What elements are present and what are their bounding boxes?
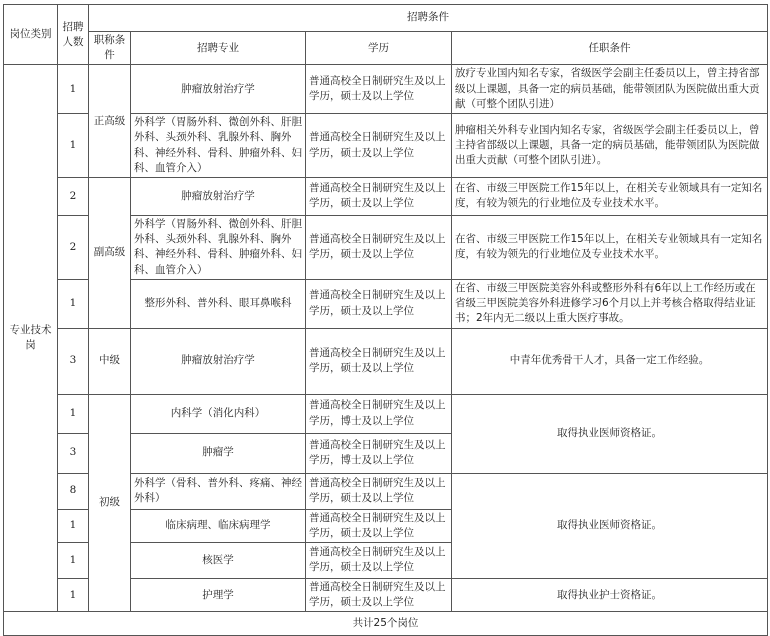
header-requirements: 任职条件 — [452, 32, 768, 65]
header-major: 招聘专业 — [131, 32, 306, 65]
requirement-cell: 取得执业医师资格证。 — [452, 394, 768, 473]
major-cell: 内科学（消化内科） — [131, 394, 306, 433]
count-cell: 3 — [58, 328, 89, 394]
table-row — [4, 394, 768, 433]
level-cell: 初级 — [89, 394, 131, 612]
major-cell: 肿瘤放射治疗学 — [131, 328, 306, 394]
level-cell: 副高级 — [89, 177, 131, 328]
major-cell: 护理学 — [131, 578, 306, 611]
count-cell: 8 — [58, 473, 89, 509]
recruitment-table — [3, 4, 768, 636]
major-cell: 外科学（胃肠外科、微创外科、肝胆外科、头颈外科、乳腺外科、胸外科、神经外科、骨科、肿瘤外科、妇科、血管介入） — [131, 114, 306, 178]
header-category: 岗位类别 — [4, 5, 58, 65]
requirement-cell: 放疗专业国内知名专家，省级医学会副主任委员以上，曾主持省部级以上课题，具备一定的病员基础，能带领团队为医院做出重大贡献（可整个团队引进） — [452, 65, 768, 114]
major-cell: 临床病理、临床病理学 — [131, 509, 306, 542]
header-title-condition: 职称条件 — [89, 32, 131, 65]
major-cell: 核医学 — [131, 542, 306, 578]
count-cell: 3 — [58, 433, 89, 473]
header-count: 招聘人数 — [58, 5, 89, 65]
requirement-cell: 取得执业护士资格证。 — [452, 578, 768, 611]
header-conditions: 招聘条件 — [89, 5, 768, 32]
total-count: 共计25个岗位 — [4, 612, 768, 636]
major-cell: 肿瘤放射治疗学 — [131, 65, 306, 114]
requirement-cell: 在省、市级三甲医院美容外科或整形外科有6年以上工作经历或在省级三甲医院美容外科进修学习6个月以上并考核合格取得结业证书；2年内无二级以上重大医疗事故。 — [452, 279, 768, 328]
requirement-cell: 在省、市级三甲医院工作15年以上，在相关专业领域具有一定知名度，有较为领先的行业地位及专业技术水平。 — [452, 177, 768, 215]
requirement-cell: 取得执业医师资格证。 — [452, 473, 768, 578]
requirement-cell: 在省、市级三甲医院工作15年以上，在相关专业领域具有一定知名度，有较为领先的行业地位及专业技术水平。 — [452, 215, 768, 279]
education-cell: 普通高校全日制研究生及以上学历，硕士及以上学位 — [306, 114, 452, 178]
education-cell: 普通高校全日制研究生及以上学历，硕士及以上学位 — [306, 509, 452, 542]
count-cell: 1 — [58, 509, 89, 542]
table-footer-row — [4, 612, 768, 636]
table-row — [4, 177, 768, 215]
education-cell: 普通高校全日制研究生及以上学历，博士及以上学位 — [306, 394, 452, 433]
table-row — [4, 65, 768, 114]
education-cell: 普通高校全日制研究生及以上学历，硕士及以上学位 — [306, 65, 452, 114]
count-cell: 1 — [58, 578, 89, 611]
header-education: 学历 — [306, 32, 452, 65]
education-cell: 普通高校全日制研究生及以上学历，硕士及以上学位 — [306, 215, 452, 279]
level-cell: 中级 — [89, 328, 131, 394]
category-cell: 专业技术岗 — [4, 65, 58, 612]
count-cell: 2 — [58, 177, 89, 215]
level-cell: 正高级 — [89, 65, 131, 178]
count-cell: 1 — [58, 394, 89, 433]
requirement-cell: 肿瘤相关外科专业国内知名专家，省级医学会副主任委员以上，曾主持省部级以上课题，具备一定的病员基础，能带领团队为医院做出重大贡献（可整个团队引进）。 — [452, 114, 768, 178]
education-cell: 普通高校全日制研究生及以上学历，硕士及以上学位 — [306, 279, 452, 328]
requirement-cell: 中青年优秀骨干人才，具备一定工作经验。 — [452, 328, 768, 394]
count-cell: 1 — [58, 114, 89, 178]
major-cell: 肿瘤学 — [131, 433, 306, 473]
count-cell: 2 — [58, 215, 89, 279]
major-cell: 肿瘤放射治疗学 — [131, 177, 306, 215]
education-cell: 普通高校全日制研究生及以上学历，硕士及以上学位 — [306, 328, 452, 394]
education-cell: 普通高校全日制研究生及以上学历，硕士及以上学位 — [306, 177, 452, 215]
count-cell: 1 — [58, 65, 89, 114]
major-cell: 外科学（骨科、普外科、疼痛、神经外科） — [131, 473, 306, 509]
education-cell: 普通高校全日制研究生及以上学历，硕士及以上学位 — [306, 578, 452, 611]
education-cell: 普通高校全日制研究生及以上学历，硕士及以上学位 — [306, 542, 452, 578]
major-cell: 外科学（胃肠外科、微创外科、肝胆外科、头颈外科、乳腺外科、胸外科、神经外科、骨科、肿瘤外科、妇科、血管介入） — [131, 215, 306, 279]
education-cell: 普通高校全日制研究生及以上学历，硕士及以上学位 — [306, 473, 452, 509]
education-cell: 普通高校全日制研究生及以上学历，博士及以上学位 — [306, 433, 452, 473]
major-cell: 整形外科、普外科、眼耳鼻喉科 — [131, 279, 306, 328]
table-row — [4, 328, 768, 394]
count-cell: 1 — [58, 279, 89, 328]
count-cell: 1 — [58, 542, 89, 578]
